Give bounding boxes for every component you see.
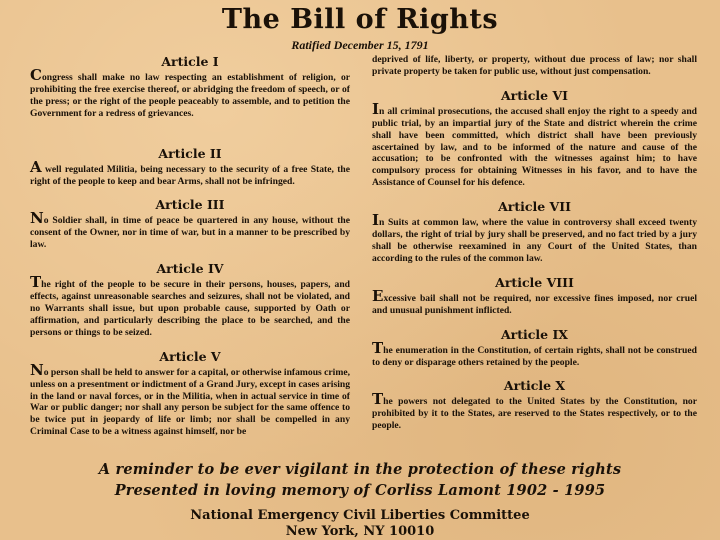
article-body: o Soldier shall, in time of peace be quartered in any house, without the consent of the Owner, nor in time of war, but in a manner to be prescribed by law. — [30, 215, 350, 251]
article-heading: Article VII — [498, 199, 571, 215]
footer-city: New York, NY 10010 — [285, 524, 435, 539]
article-text — [372, 99, 697, 189]
drop-cap: T — [372, 390, 384, 409]
article-body: he right of the people to be secure in their persons, houses, papers, and effects, against unreasonable searches and seizures, shall not be violated, and no Warrants shall issue, but upon probable cause, supported by Oath or affirmation, and particularly describing the place to be searched, and the persons or things to be seized. — [30, 279, 350, 338]
article-heading: Article X — [503, 378, 566, 394]
article-text — [372, 338, 697, 369]
drop-cap: T — [30, 273, 42, 292]
article-2 — [30, 146, 350, 188]
document-title: The Bill of Rights — [221, 4, 499, 35]
article-6 — [372, 88, 697, 189]
drop-cap: N — [30, 360, 44, 379]
article-body: xcessive bail shall not be required, nor excessive fines imposed, nor cruel and unusual punishment inflicted. — [372, 292, 697, 316]
article-text — [30, 209, 350, 251]
right-column — [372, 54, 697, 432]
article-heading: Article IV — [156, 261, 224, 277]
article-text — [30, 273, 350, 339]
article-text — [372, 390, 697, 432]
drop-cap: I — [372, 211, 380, 230]
article-body: ongress shall make no law respecting an establishment of religion, or prohibiting the free exercise thereof, or abridging the freedom of speech, or of the press; or the right of the people peaceably to assemble, and to petition the Government for a redress of grievances. — [30, 72, 350, 119]
article-text — [30, 157, 350, 188]
article-9 — [372, 327, 697, 369]
article-body: o person shall be held to answer for a capital, or otherwise infamous crime, unless on a presentment or indictment of a Grand Jury, except in cases arising in the land or naval forces, or in the Militia, when in actual service in time of War or public danger; nor shall any person be subject for the same offence to be twice put in jeopardy of life or limb; nor shall be compelled in any Criminal Case to be a witness against himself, nor be — [30, 366, 350, 438]
article-body: he powers not delegated to the United States by the Constitution, nor prohibited by it to the States, are reserved to the States respectively, or to the people. — [372, 396, 697, 432]
article-text — [372, 286, 697, 317]
left-column — [30, 54, 350, 438]
article-3 — [30, 197, 350, 251]
drop-cap: T — [372, 338, 384, 357]
article-text — [372, 211, 697, 265]
article-body: n all criminal prosecutions, the accused shall enjoy the right to a speedy and public trial, by an impartial jury of the State and district wherein the crime shall have been committed, which district shall have been previously ascertained by law, and to be informed of the nature and cause of the accusation; to be confronted with the witnesses against him; to have compulsory process for obtaining Witnesses in his favor, and to have the Assistance of Counsel for his defence. — [372, 105, 697, 189]
article-text — [30, 360, 350, 438]
drop-cap: I — [372, 99, 380, 118]
drop-cap: C — [30, 66, 42, 84]
article-body: well regulated Militia, being necessary to the security of a free State, the right of the people to keep and bear Arms, shall not be infringed. — [30, 163, 350, 187]
article-8 — [372, 275, 697, 317]
article-heading: Article VIII — [495, 274, 574, 290]
article-text — [30, 66, 350, 120]
article-heading: Article V — [159, 348, 221, 364]
article-heading: Article I — [161, 54, 219, 69]
article-10 — [372, 378, 697, 432]
article-body: he enumeration in the Constitution, of certain rights, shall not be construed to deny or disparage others retained by the people. — [372, 344, 697, 368]
document-subtitle: Ratified December 15, 1791 — [291, 38, 429, 52]
article-1 — [30, 54, 350, 120]
article-heading: Article III — [155, 197, 225, 213]
article-7 — [372, 199, 697, 265]
article-heading: Article VI — [500, 87, 569, 103]
drop-cap: A — [30, 157, 42, 176]
footer-organization: National Emergency Civil Liberties Committee — [190, 508, 530, 523]
drop-cap: E — [372, 286, 384, 305]
article-5-continuation: deprived of life, liberty, or property, without due process of law; nor shall private property be taken for public use, without just compensation. — [372, 54, 697, 77]
drop-cap: N — [30, 209, 44, 228]
article-5 — [30, 349, 350, 438]
footer-reminder: A reminder to be ever vigilant in the protection of these rights — [98, 461, 622, 478]
footer-dedication: Presented in loving memory of Corliss Lamont 1902 - 1995 — [114, 482, 606, 499]
article-4 — [30, 261, 350, 339]
article-heading: Article IX — [500, 326, 569, 342]
article-heading: Article II — [158, 145, 222, 161]
article-body: n Suits at common law, where the value in controversy shall exceed twenty dollars, the right of trial by jury shall be preserved, and no fact tried by a jury shall be otherwise reexamined in any Court of the United States, than according to the rules of the common law. — [372, 217, 697, 264]
